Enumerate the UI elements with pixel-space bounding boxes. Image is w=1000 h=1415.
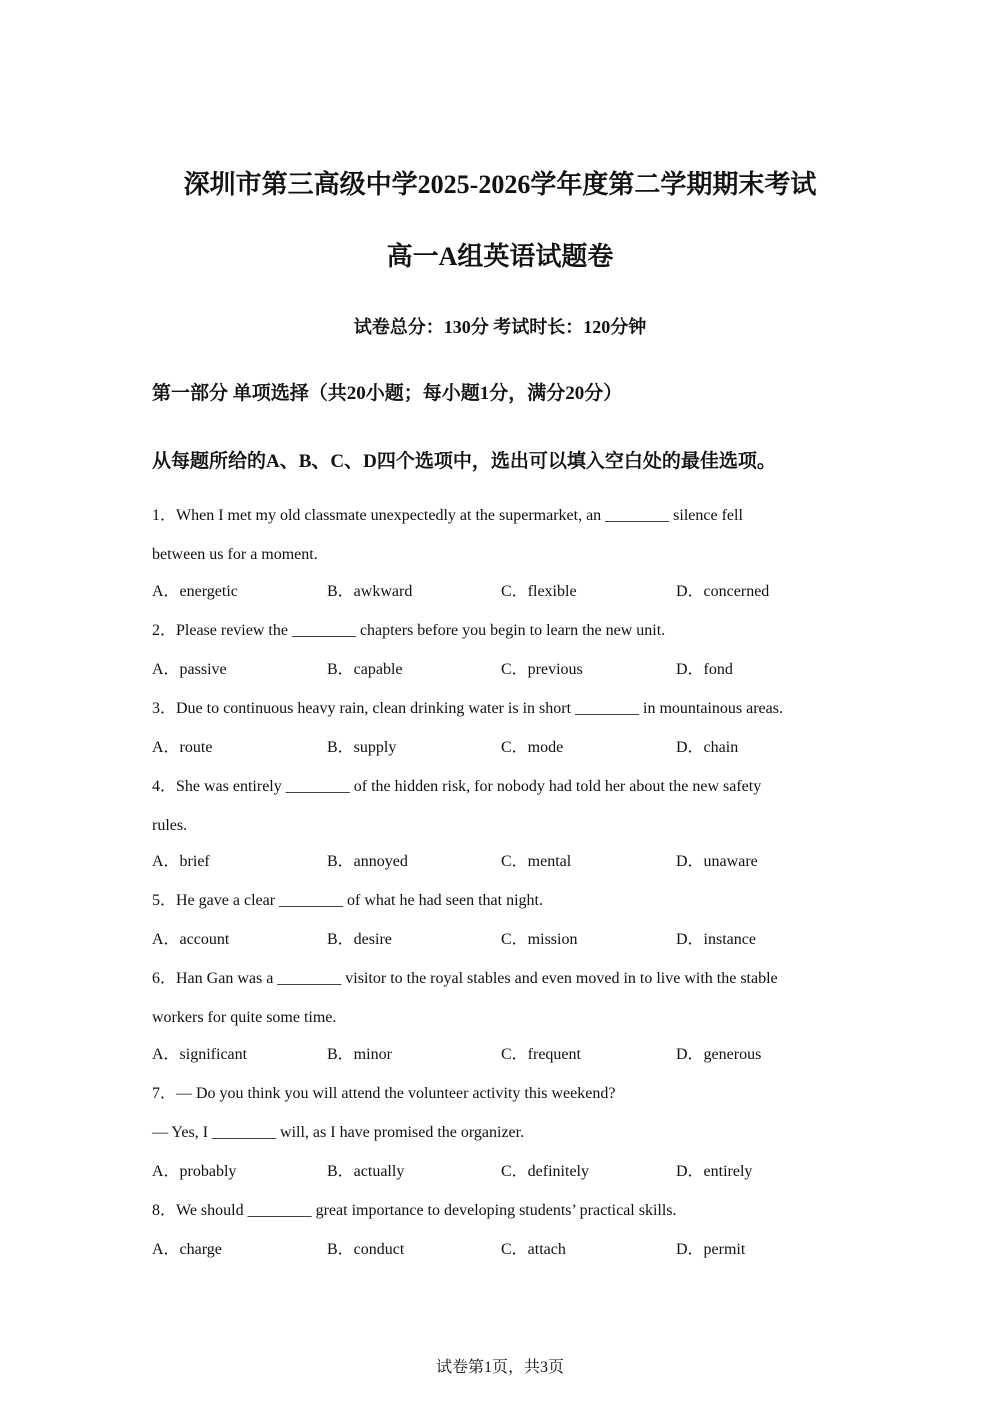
exam-subtitle: 高一A组英语试题卷 <box>386 242 614 271</box>
question-text: 8．We should ________ great importance to developing students’ practical skills. <box>152 1202 677 1219</box>
option-d: D．generous <box>676 1046 762 1063</box>
question-text: workers for quite some time. <box>152 1009 337 1026</box>
option-d: D．entirely <box>676 1163 753 1180</box>
option-d: D．concerned <box>676 583 770 600</box>
question-text: between us for a moment. <box>152 546 318 563</box>
option-c: C．definitely <box>501 1163 589 1180</box>
question-text: 6．Han Gan was a ________ visitor to the royal stables and even moved in to live with the stable <box>152 970 778 987</box>
option-c: C．mode <box>501 739 564 756</box>
option-c: C．mental <box>501 853 572 870</box>
part-heading: 第一部分 单项选择（共20小题；每小题1分，满分20分） <box>152 383 623 404</box>
option-a: A．probably <box>152 1163 237 1180</box>
option-c: C．flexible <box>501 583 577 600</box>
question-text: 4．She was entirely ________ of the hidden risk, for nobody had told her about the new safety <box>152 778 762 795</box>
option-a: A．significant <box>152 1046 248 1063</box>
question-text: 7．— Do you think you will attend the volunteer activity this weekend? <box>152 1085 616 1102</box>
option-c: C．attach <box>501 1241 566 1258</box>
option-d: D．chain <box>676 739 739 756</box>
option-b: B．actually <box>327 1163 405 1180</box>
option-d: D．unaware <box>676 853 758 870</box>
option-b: B．minor <box>327 1046 392 1063</box>
option-b: B．supply <box>327 739 397 756</box>
option-a: A．brief <box>152 853 210 870</box>
option-a: A．route <box>152 739 213 756</box>
option-d: D．permit <box>676 1241 746 1258</box>
option-d: D．fond <box>676 661 733 678</box>
option-c: C．mission <box>501 931 578 948</box>
option-a: A．account <box>152 931 230 948</box>
option-b: B．capable <box>327 661 403 678</box>
page-footer: 试卷第1页，共3页 <box>435 1359 564 1376</box>
option-c: C．frequent <box>501 1046 581 1063</box>
option-c: C．previous <box>501 661 583 678</box>
exam-title: 深圳市第三高级中学2025-2026学年度第二学期期末考试 <box>183 170 817 199</box>
question-text: 2．Please review the ________ chapters before you begin to learn the new unit. <box>152 622 666 639</box>
option-b: B．awkward <box>327 583 413 600</box>
question-text: — Yes, I ________ will, as I have promised the organizer. <box>152 1124 525 1141</box>
option-b: B．annoyed <box>327 853 408 870</box>
option-b: B．conduct <box>327 1241 405 1258</box>
option-d: D．instance <box>676 931 756 948</box>
question-text: 3．Due to continuous heavy rain, clean drinking water is in short ________ in mountainous areas. <box>152 700 783 717</box>
question-text: 5．He gave a clear ________ of what he had seen that night. <box>152 892 543 909</box>
option-b: B．desire <box>327 931 392 948</box>
question-text: 1．When I met my old classmate unexpectedly at the supermarket, an ________ silence fell <box>152 507 743 524</box>
exam-info: 试卷总分：130分 考试时长：120分钟 <box>353 317 647 337</box>
question-text: rules. <box>152 817 188 834</box>
part-instruction: 从每题所给的A、B、C、D四个选项中，选出可以填入空白处的最佳选项。 <box>152 451 776 472</box>
option-a: A．passive <box>152 661 227 678</box>
option-a: A．charge <box>152 1241 222 1258</box>
option-a: A．energetic <box>152 583 238 600</box>
